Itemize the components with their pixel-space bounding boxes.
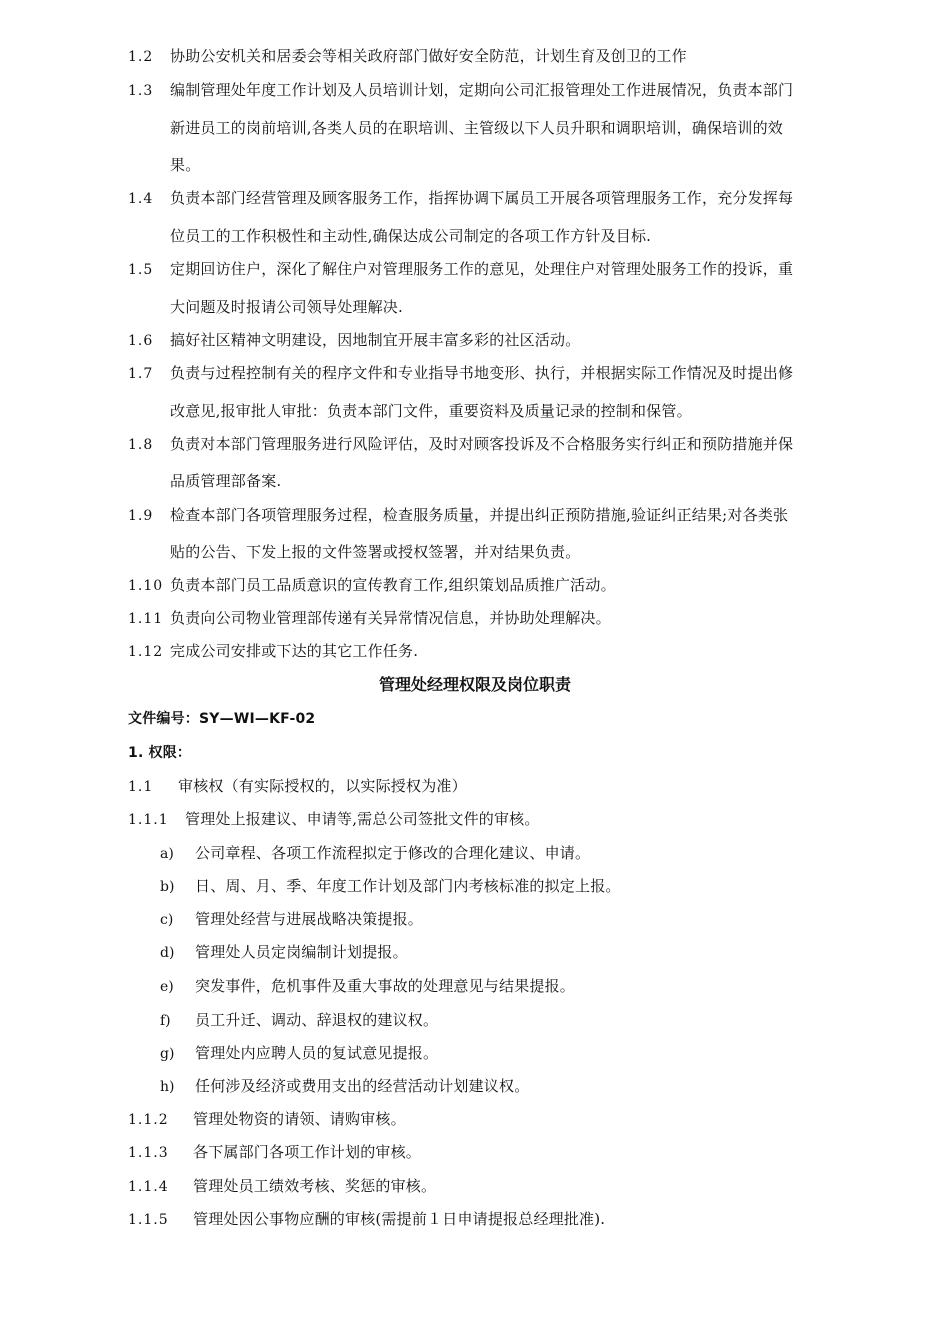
- item-number: 1.11: [128, 611, 164, 627]
- list-letter: g): [160, 1046, 175, 1062]
- item-text: 负责本部门员工品质意识的宣传教育工作,组织策划品质推广活动。: [170, 576, 616, 594]
- sub-text: 审核权（有实际授权的，以实际授权为准）: [178, 777, 467, 795]
- item-text: 负责向公司物业管理部传递有关异常情况信息，并协助处理解决。: [170, 609, 611, 627]
- section-title: 管理处经理权限及岗位职责: [378, 675, 571, 694]
- sub-number: 1.1.5: [128, 1212, 169, 1228]
- document-number: 文件编号：SY—WI—KF-02: [128, 711, 316, 727]
- list-item: 日、周、月、季、年度工作计划及部门内考核标准的拟定上报。: [195, 877, 621, 895]
- item-number: 1.6: [128, 333, 154, 349]
- list-letter: b): [160, 879, 175, 895]
- item-text: 检查本部门各项管理服务过程，检查服务质量，并提出纠正预防措施,验证纠正结果;对各类张: [170, 506, 789, 524]
- sub-number: 1.1.4: [128, 1179, 169, 1195]
- item-text: 改意见,报审批人审批：负责本部门文件，重要资料及质量记录的控制和保管。: [170, 402, 692, 420]
- list-item: 任何涉及经济或费用支出的经营活动计划建议权。: [195, 1077, 530, 1095]
- item-text: 搞好社区精神文明建设，因地制宜开展丰富多彩的社区活动。: [170, 331, 581, 349]
- item-text: 大问题及时报请公司领导处理解决.: [170, 298, 403, 316]
- item-number: 1.10: [128, 578, 164, 594]
- list-letter: d): [160, 945, 175, 961]
- list-item: 公司章程、各项工作流程拟定于修改的合理化建议、申请。: [195, 844, 591, 862]
- list-letter: c): [160, 912, 174, 928]
- item-number: 1.5: [128, 262, 154, 278]
- item-number: 1.3: [128, 83, 154, 99]
- item-text: 负责本部门经营管理及顾客服务工作，指挥协调下属员工开展各项管理服务工作，充分发挥每: [170, 189, 794, 207]
- item-text: 新进员工的岗前培训,各类人员的在职培训、主管级以下人员升职和调职培训，确保培训的效: [170, 119, 783, 137]
- list-letter: e): [160, 979, 174, 995]
- list-item: 管理处内应聘人员的复试意见提报。: [195, 1044, 439, 1062]
- item-text: 果。: [170, 156, 201, 174]
- item-number: 1.8: [128, 437, 154, 453]
- item-number: 1.9: [128, 508, 154, 524]
- authority-heading: 1. 权限：: [128, 745, 192, 761]
- sub-number: 1.1: [128, 779, 154, 795]
- item-text: 位员工的工作积极性和主动性,确保达成公司制定的各项工作方针及目标.: [170, 227, 652, 245]
- sub-number: 1.1.2: [128, 1112, 169, 1128]
- item-text: 定期回访住户，深化了解住户对管理服务工作的意见，处理住户对管理处服务工作的投诉，重: [170, 260, 794, 278]
- list-letter: a): [160, 846, 174, 862]
- item-text: 完成公司安排或下达的其它工作任务.: [170, 642, 419, 660]
- item-text: 负责与过程控制有关的程序文件和专业指导书地变形、执行，并根据实际工作情况及时提出修: [170, 364, 794, 382]
- item-text: 品质管理部备案.: [170, 472, 282, 490]
- list-letter: h): [160, 1079, 175, 1095]
- item-number: 1.7: [128, 366, 154, 382]
- item-text: 贴的公告、下发上报的文件签署或授权签署，并对结果负责。: [170, 543, 581, 561]
- sub-text: 管理处物资的请领、请购审核。: [193, 1110, 406, 1128]
- item-number: 1.4: [128, 191, 154, 207]
- list-letter: f): [160, 1013, 171, 1029]
- item-number: 1.2: [128, 49, 154, 65]
- item-number: 1.12: [128, 644, 164, 660]
- list-item: 管理处人员定岗编制计划提报。: [195, 943, 408, 961]
- list-item: 突发事件，危机事件及重大事故的处理意见与结果提报。: [195, 977, 576, 995]
- sub-text: 管理处因公事物应酬的审核(需提前１日申请提报总经理批准).: [193, 1210, 606, 1228]
- sub-text: 管理处员工绩效考核、奖惩的审核。: [193, 1177, 437, 1195]
- item-text: 编制管理处年度工作计划及人员培训计划，定期向公司汇报管理处工作进展情况，负责本部门: [170, 81, 794, 99]
- item-text: 负责对本部门管理服务进行风险评估，及时对顾客投诉及不合格服务实行纠正和预防措施并保: [170, 435, 794, 453]
- sub-text: 各下属部门各项工作计划的审核。: [193, 1143, 422, 1161]
- list-item: 员工升迁、调动、辞退权的建议权。: [195, 1011, 439, 1029]
- list-item: 管理处经营与进展战略决策提报。: [195, 910, 424, 928]
- sub-text: 管理处上报建议、申请等,需总公司签批文件的审核。: [185, 810, 540, 828]
- sub-number: 1.1.3: [128, 1145, 169, 1161]
- item-text: 协助公安机关和居委会等相关政府部门做好安全防范，计划生育及创卫的工作: [170, 47, 687, 65]
- sub-number: 1.1.1: [128, 812, 169, 828]
